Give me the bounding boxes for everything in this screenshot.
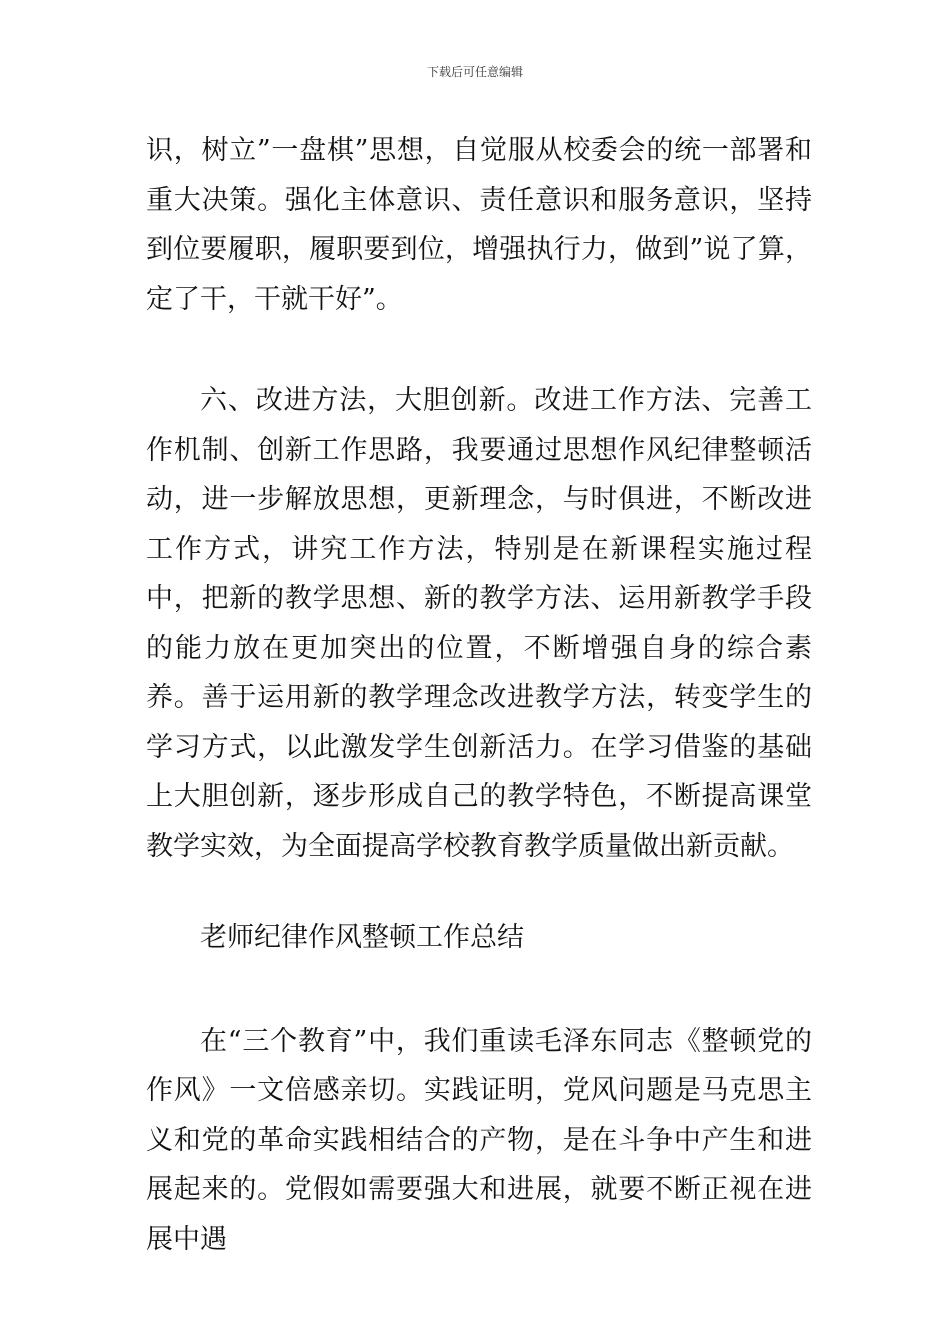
paragraph-continued: 识，树立”一盘棋”思想，自觉服从校委会的统一部署和重大决策。强化主体意识、责任意识和服务意识，坚持到位要履职，履职要到位，增强执行力，做到”说了算，定了干，干就干好”。 (146, 135, 812, 315)
section-title: 老师纪律作风整顿工作总结 (200, 922, 524, 953)
page-header-note: 下载后可任意编辑 (426, 65, 523, 79)
document-body (146, 126, 812, 1264)
paragraph-three-educations: 在“三个教育”中，我们重读毛泽东同志《整顿党的作风》一文倍感亲切。实践证明，党风问题是马克思主义和党的革命实践相结合的产物，是在斗争中产生和进展起来的。党假如需要强大和进展，就要不断正视在进展中遇 (146, 1025, 812, 1255)
paragraph-section-six: 六、改进方法，大胆创新。改进工作方法、完善工作机制、创新工作思路，我要通过思想作风纪律整顿活动，进一步解放思想，更新理念，与时俱进，不断改进工作方式，讲究工作方法，特别是在新课程实施过程中，把新的教学思想、新的教学方法、运用新教学手段的能力放在更加突出的位置，不断增强自身的综合素养。善于运用新的教学理念改进教学方法，转变学生的学习方式，以此激发学生创新活力。在学习借鉴的基础上大胆创新，逐步形成自己的教学特色，不断提高课堂教学实效，为全面提高学校教育教学质量做出新贡献。 (146, 385, 812, 862)
